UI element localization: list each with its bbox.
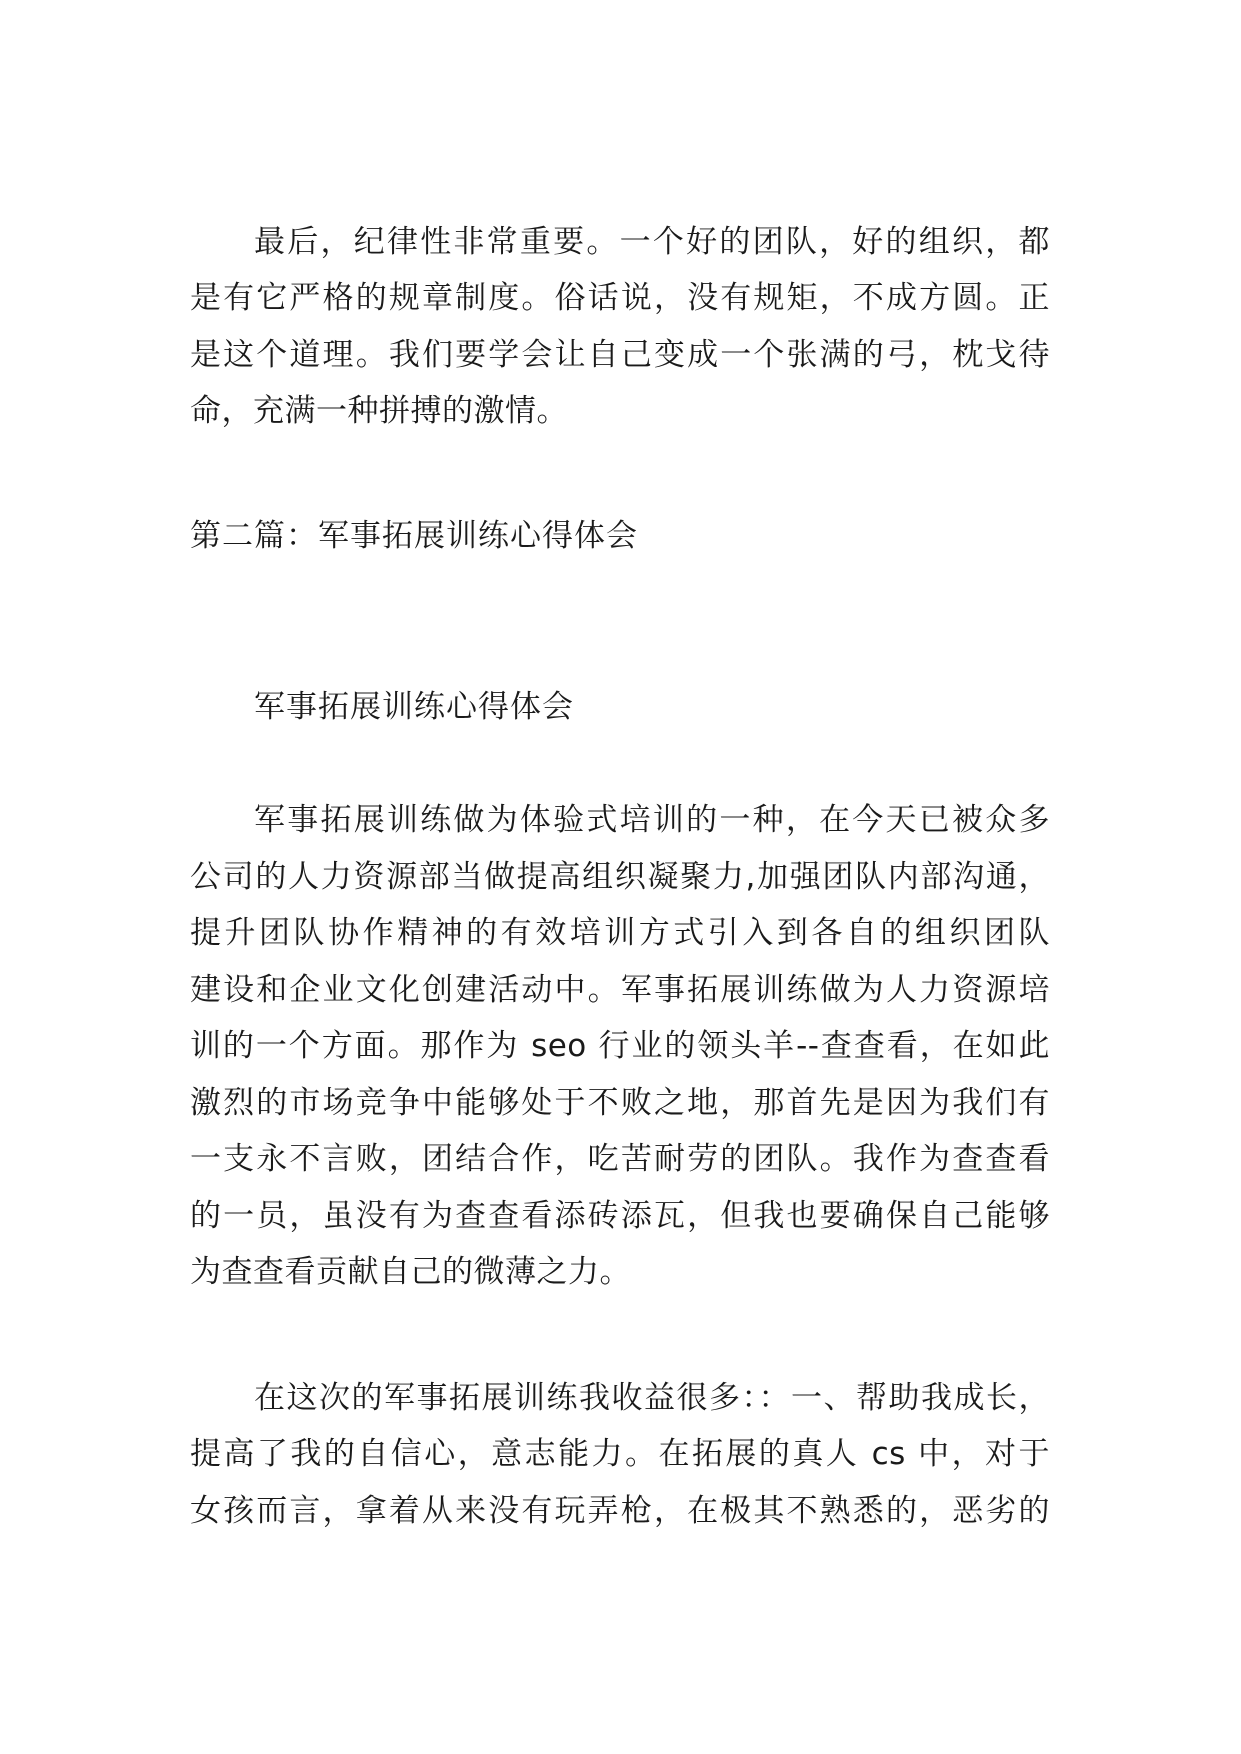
paragraph2-line-3: 提升团队协作精神的有效培训方式引入到各自的组织团队 [190,915,1050,951]
paragraph1-line-2: 是有它严格的规章制度。俗话说，没有规矩，不成方圆。正 [190,280,1050,316]
paragraph2-line-4: 建设和企业文化创建活动中。军事拓展训练做为人力资源培 [190,972,1050,1008]
paragraph2-line-5: 训的一个方面。那作为 seo 行业的领头羊--查查看，在如此 [190,1028,1050,1064]
paragraph2-line-7: 一支永不言败，团结合作，吃苦耐劳的团队。我作为查查看 [190,1141,1050,1177]
paragraph2-line-2: 公司的人力资源部当做提高组织凝聚力,加强团队内部沟通， [190,859,1050,895]
paragraph1-line-4: 命，充满一种拼搏的激情。 [190,393,568,429]
section-title: 军事拓展训练心得体会 [254,689,574,725]
paragraph3-line-1: 在这次的军事拓展训练我收益很多：：一、帮助我成长， [254,1380,1050,1416]
paragraph1-line-1: 最后，纪律性非常重要。一个好的团队，好的组织，都 [254,224,1050,260]
paragraph2-line-6: 激烈的市场竞争中能够处于不败之地，那首先是因为我们有 [190,1085,1050,1121]
section-heading: 第二篇：军事拓展训练心得体会 [190,518,638,554]
paragraph2-line-1: 军事拓展训练做为体验式培训的一种，在今天已被众多 [254,802,1050,838]
paragraph2-line-8: 的一员，虽没有为查查看添砖添瓦，但我也要确保自己能够 [190,1198,1050,1234]
paragraph2-line-9: 为查查看贡献自己的微薄之力。 [190,1254,631,1290]
paragraph1-line-3: 是这个道理。我们要学会让自己变成一个张满的弓，枕戈待 [190,337,1050,373]
paragraph3-line-3: 女孩而言，拿着从来没有玩弄枪，在极其不熟悉的，恶劣的 [190,1493,1050,1529]
paragraph3-line-2: 提高了我的自信心，意志能力。在拓展的真人 cs 中，对于 [190,1436,1050,1472]
